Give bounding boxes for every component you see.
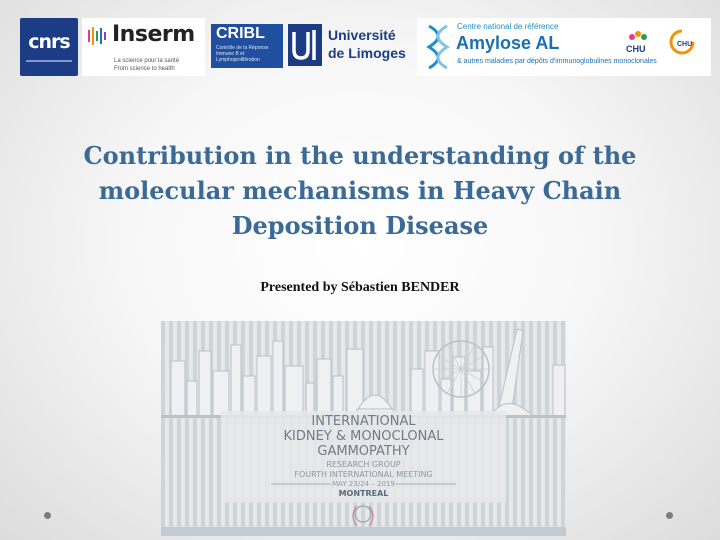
poster-city: MONTREAL — [338, 489, 389, 498]
slide-dot-left — [44, 512, 51, 519]
cribl-name: CRIBL — [216, 25, 265, 42]
chu-poitiers-logo-icon — [665, 28, 699, 58]
universite-line2: de Limoges — [328, 45, 406, 61]
cnrs-logo-underline — [26, 60, 72, 62]
dna-icon — [425, 24, 451, 70]
inserm-bars-icon — [87, 26, 107, 46]
poster-line5: FOURTH INTERNATIONAL MEETING — [294, 470, 433, 479]
poster-date: MAY 23/24 – 2019 — [332, 480, 395, 488]
poster-line3: GAMMOPATHY — [317, 444, 410, 459]
inserm-name: Inserm — [112, 22, 195, 47]
chu-limoges-logo-icon — [622, 28, 656, 58]
amylose-top-text: Centre national de référence — [457, 22, 559, 31]
inserm-tagline-en: From science to health — [114, 66, 175, 72]
meeting-poster — [161, 321, 566, 536]
cnrs-logo — [20, 18, 78, 76]
slide-dot-right — [666, 512, 673, 519]
chu1-label: CHU — [626, 44, 646, 54]
chu2-label: CHU — [677, 41, 693, 48]
slide-title: Contribution in the understanding of the molecular mechanisms in Heavy Chain Deposition Disease — [83, 141, 637, 240]
poster-line1: INTERNATIONAL — [311, 414, 416, 429]
poster-line2: KIDNEY & MONOCLONAL — [283, 429, 444, 444]
cribl-description: Contrôle de la Réponse Immune B et Lymphoprolifération — [216, 45, 269, 63]
poster-line4: RESEARCH GROUP — [326, 460, 401, 469]
ul-monogram-icon — [288, 24, 322, 66]
cribl-logo — [211, 24, 283, 68]
logo-bar — [0, 0, 720, 90]
cnrs-logo-text: cnrs — [28, 31, 70, 53]
universite-limoges-logo — [288, 24, 410, 68]
inserm-logo — [82, 18, 205, 76]
universite-line1: Université — [328, 27, 396, 43]
inserm-tagline-fr: La science pour la santé — [114, 58, 180, 64]
amylose-name: Amylose AL — [456, 33, 560, 53]
amylose-al-logo — [417, 18, 711, 76]
presenter-line: Presented by Sébastien BENDER — [260, 280, 460, 295]
amylose-subtitle: & autres maladies par dépôts d'immunoglobulines monoclonales — [457, 58, 657, 65]
